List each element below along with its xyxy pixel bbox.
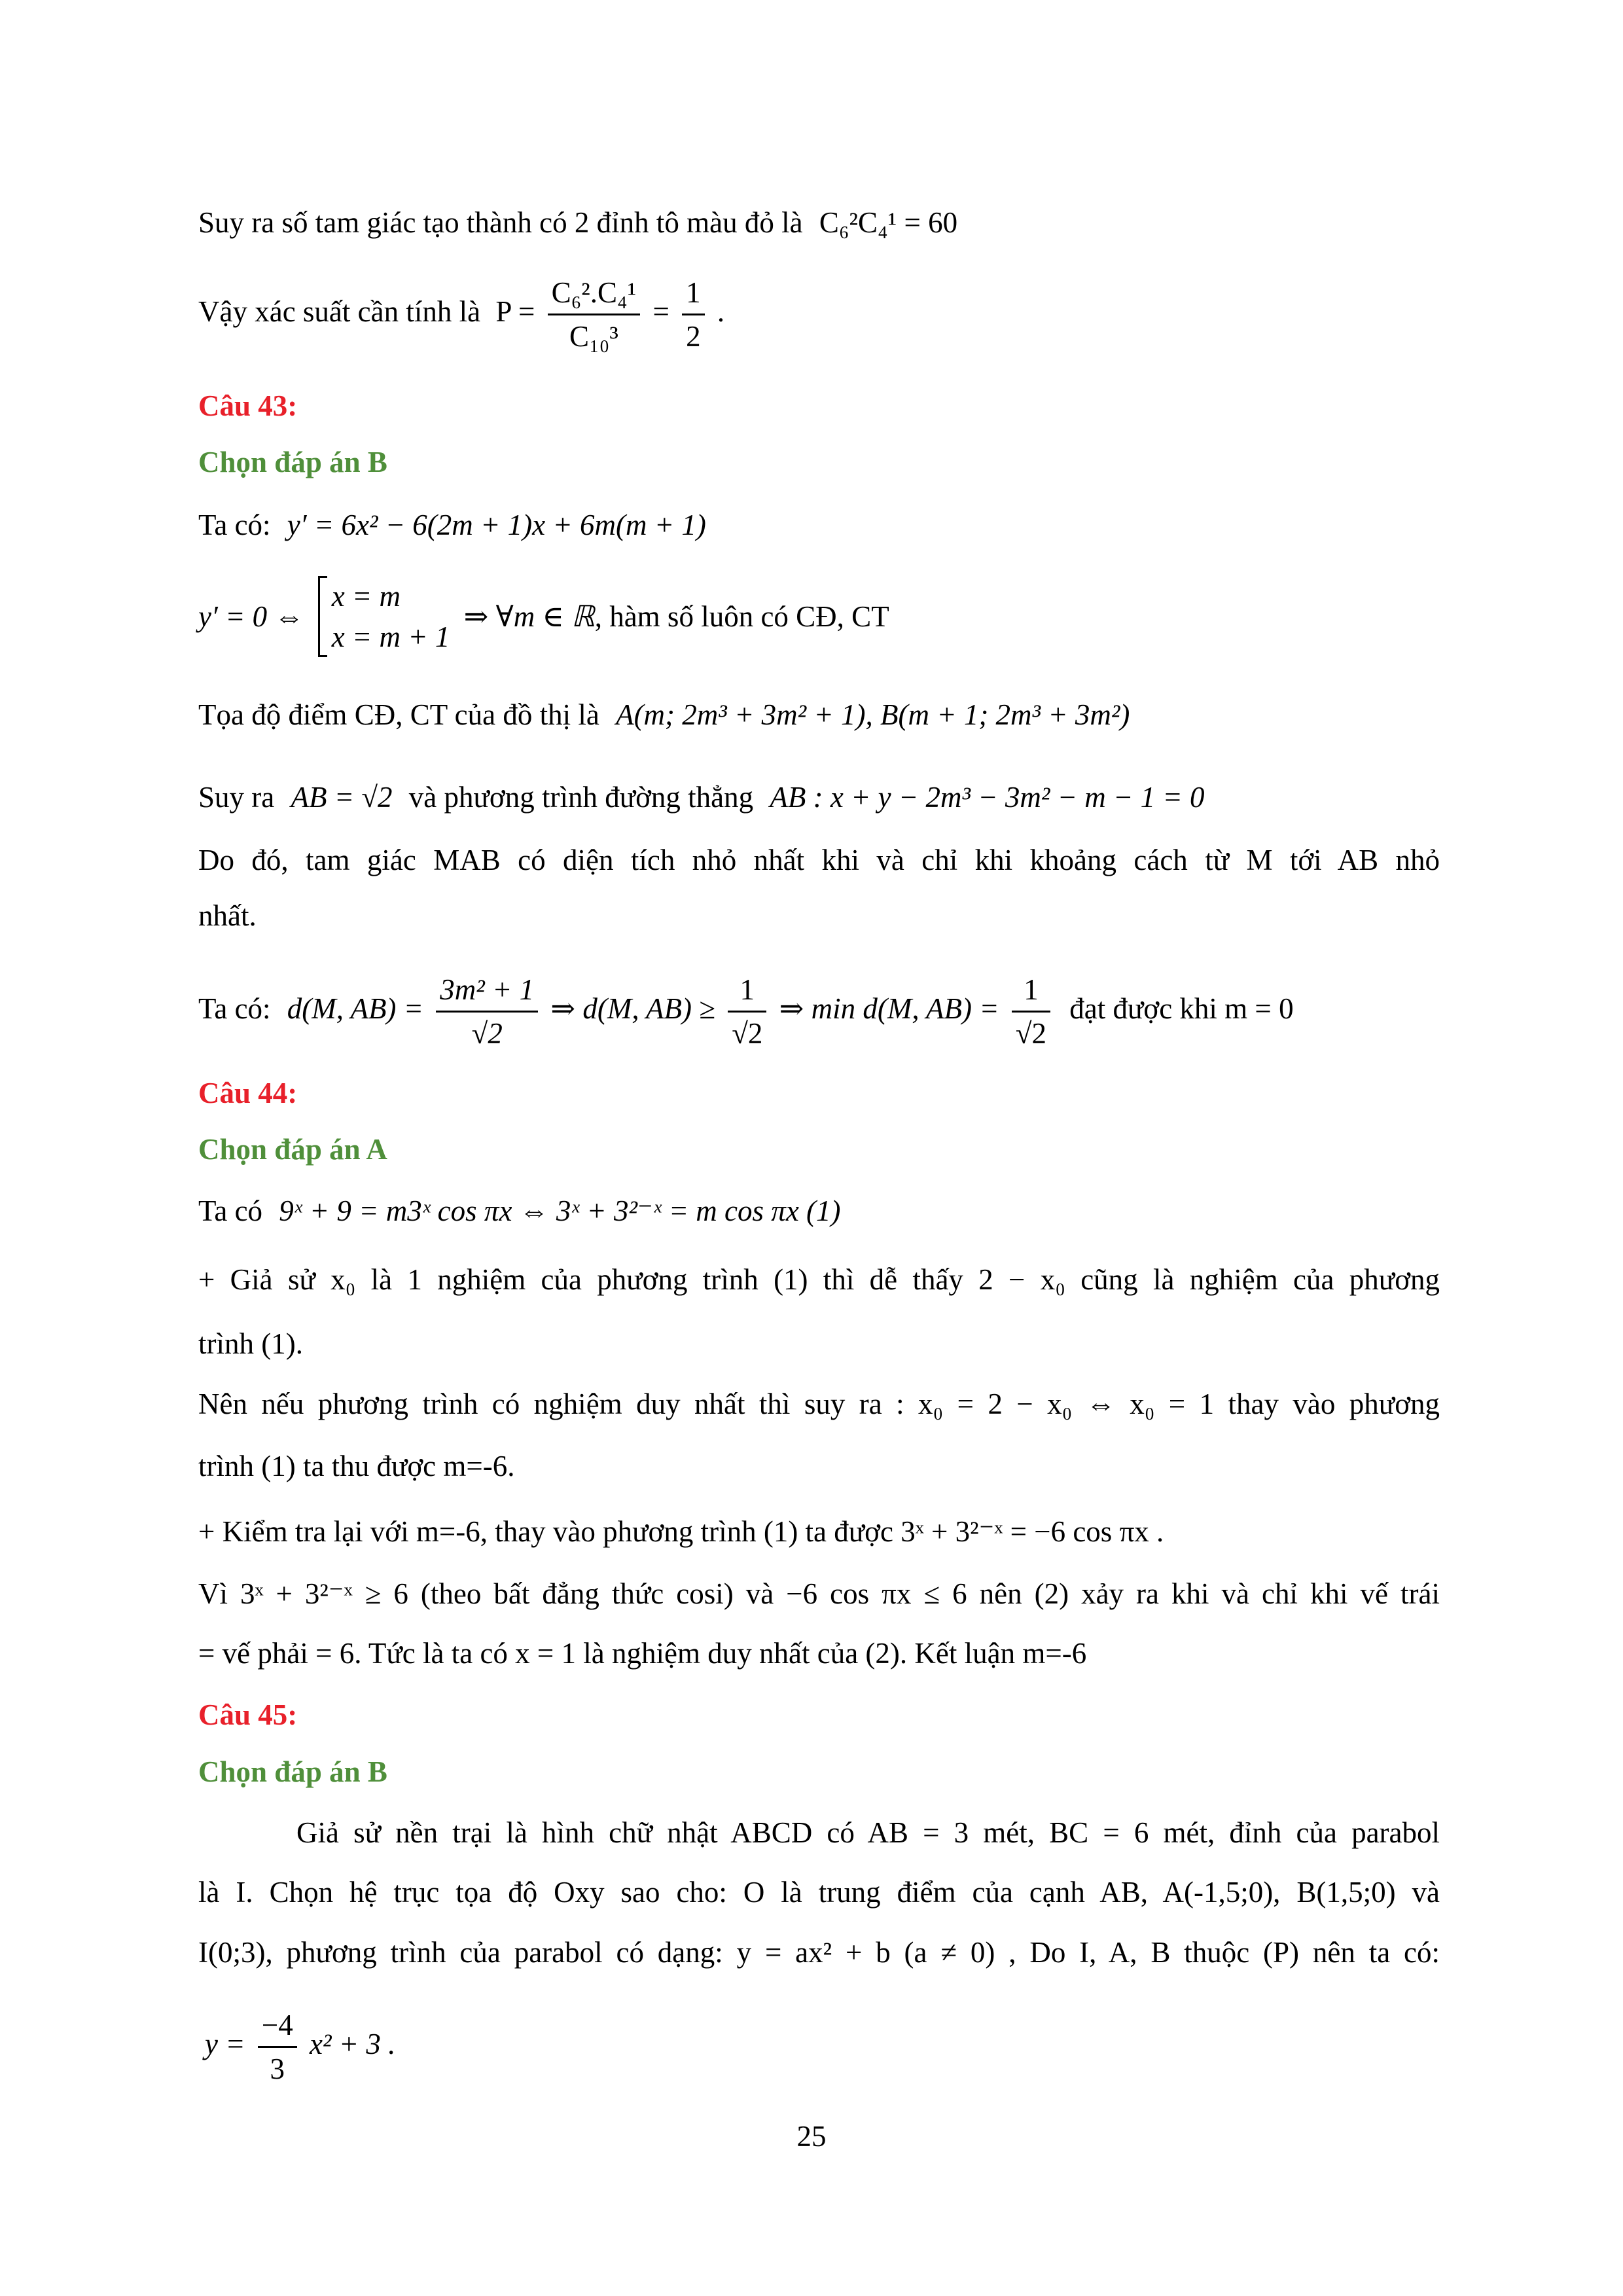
text: Ta có: (198, 509, 271, 541)
denominator: √2 (1015, 1017, 1047, 1050)
text: Tọa độ điểm CĐ, CT của đồ thị là (198, 698, 599, 731)
q43-distance-line (198, 969, 1440, 1054)
q44-equation-line (198, 1191, 1440, 1230)
q43-text-line: Do đó, tam giác MAB có diện tích nhỏ nhất khi và chỉ khi khoảng cách từ M tới AB nhỏ (198, 844, 1440, 876)
q43-critical-points-line (198, 576, 1440, 657)
case-2: x = m + 1 (331, 620, 450, 653)
question-43-answer: Chọn đáp án B (198, 446, 387, 478)
text: , hàm số luôn có CĐ, CT (594, 600, 889, 633)
numerator: 1 (1012, 969, 1050, 1013)
denominator: 3 (270, 2053, 285, 2085)
line-triangle-count (198, 203, 1440, 242)
numerator: C₆².C₄¹ (548, 272, 641, 315)
question-45-answer: Chọn đáp án B (198, 1755, 387, 1788)
numerator: 3m² + 1 (436, 969, 538, 1013)
text: Ta có: (198, 992, 271, 1025)
case-1: x = m (331, 580, 401, 613)
q44-text-line: + Kiểm tra lại với m=-6, thay vào phương trình (1) ta được 3ˣ + 3²⁻ˣ = −6 cos πx . (198, 1515, 1164, 1548)
text: Suy ra số tam giác tạo thành có 2 đỉnh tô màu đỏ là (198, 206, 803, 239)
math-lhs: y′ = 0 ⇔ (198, 600, 304, 633)
fraction (1012, 969, 1050, 1054)
q44-text-line: Vì 3ˣ + 3²⁻ˣ ≥ 6 (theo bất đẳng thức cosi) và −6 cos πx ≤ 6 nên (2) xảy ra khi và chỉ khi vế trái (198, 1577, 1440, 1610)
fraction (548, 272, 641, 357)
math-expression: AB = √2 (291, 781, 393, 814)
numerator: −4 (258, 2004, 297, 2048)
text: Vậy xác suất cần tính là (198, 295, 481, 328)
line-probability (198, 272, 1440, 357)
math-rhs: ⇒ ∀m ∈ ℝ (463, 600, 595, 633)
denominator: √2 (732, 1017, 763, 1050)
q44-text-line: Nên nếu phương trình có nghiệm duy nhất thì suy ra : x₀ = 2 − x₀ ⇔ x₀ = 1 thay vào phương (198, 1388, 1440, 1420)
fraction (728, 969, 766, 1054)
q44-text-line: = vế phải = 6. Tức là ta có x = 1 là nghiệm duy nhất của (2). Kết luận m=-6 (198, 1637, 1087, 1670)
q45-parabola-line (198, 2004, 1440, 2090)
numerator: 1 (682, 272, 705, 315)
text: Suy ra (198, 781, 275, 814)
q43-text-line: nhất. (198, 899, 257, 932)
question-45-title: Câu 45: (198, 1698, 298, 1731)
text: và phương trình đường thẳng (408, 781, 754, 814)
math-expression: C₆²C₄¹ = 60 (819, 206, 958, 239)
fraction (258, 2004, 297, 2090)
question-44-title: Câu 44: (198, 1077, 298, 1109)
q43-coordinates-line (198, 695, 1440, 734)
math-expression: y′ = 6x² − 6(2m + 1)x + 6m(m + 1) (287, 509, 706, 541)
q44-text-line: trình (1) ta thu được m=-6. (198, 1450, 515, 1482)
q43-derivative-line (198, 505, 1440, 545)
page-number: 25 (796, 2120, 827, 2153)
denominator: √2 (471, 1017, 503, 1050)
math-expression: A(m; 2m³ + 3m² + 1), B(m + 1; 2m³ + 3m²) (616, 698, 1130, 731)
q45-text-line: Giả sử nền trại là hình chữ nhật ABCD có AB = 3 mét, BC = 6 mét, đỉnh của parabol (296, 1816, 1440, 1849)
math-equals: = (652, 295, 669, 328)
cases-bracket (318, 576, 450, 657)
denominator: 2 (686, 320, 701, 353)
question-43-title: Câu 43: (198, 389, 298, 422)
text: đạt được khi m = 0 (1069, 992, 1294, 1025)
math-lhs: y = (205, 2027, 245, 2060)
q44-text-line: + Giả sử x₀ là 1 nghiệm của phương trình (1) thì dễ thấy 2 − x₀ cũng là nghiệm của phương (198, 1263, 1440, 1296)
q44-text-line: trình (1). (198, 1327, 303, 1360)
denominator: C₁₀³ (569, 320, 618, 353)
period: . (717, 295, 725, 328)
math-lhs: P = (495, 295, 535, 328)
q45-text-line: I(0;3), phương trình của parabol có dạng: y = ax² + b (a ≠ 0) , Do I, A, B thuộc (P) nên ta có: (198, 1936, 1440, 1969)
fraction (682, 272, 705, 357)
math-rhs: x² + 3 . (309, 2027, 396, 2060)
numerator: 1 (728, 969, 766, 1013)
q43-line-ab (198, 778, 1440, 817)
fraction (436, 969, 538, 1054)
q45-text-line: là I. Chọn hệ trục tọa độ Oxy sao cho: O là trung điểm của cạnh AB, A(-1,5;0), B(1,5;0) và (198, 1876, 1440, 1909)
question-44-answer: Chọn đáp án A (198, 1133, 387, 1166)
math-mid: ⇒ min d(M, AB) = (779, 992, 999, 1025)
math-expression: 9ˣ + 9 = m3ˣ cos πx ⇔ 3ˣ + 3²⁻ˣ = m cos πx (1) (279, 1194, 841, 1227)
math-expression: AB : x + y − 2m³ − 3m² − m − 1 = 0 (770, 781, 1205, 814)
math-lhs: d(M, AB) = (287, 992, 424, 1025)
math-mid: ⇒ d(M, AB) ≥ (550, 992, 715, 1025)
text: Ta có (198, 1194, 263, 1227)
